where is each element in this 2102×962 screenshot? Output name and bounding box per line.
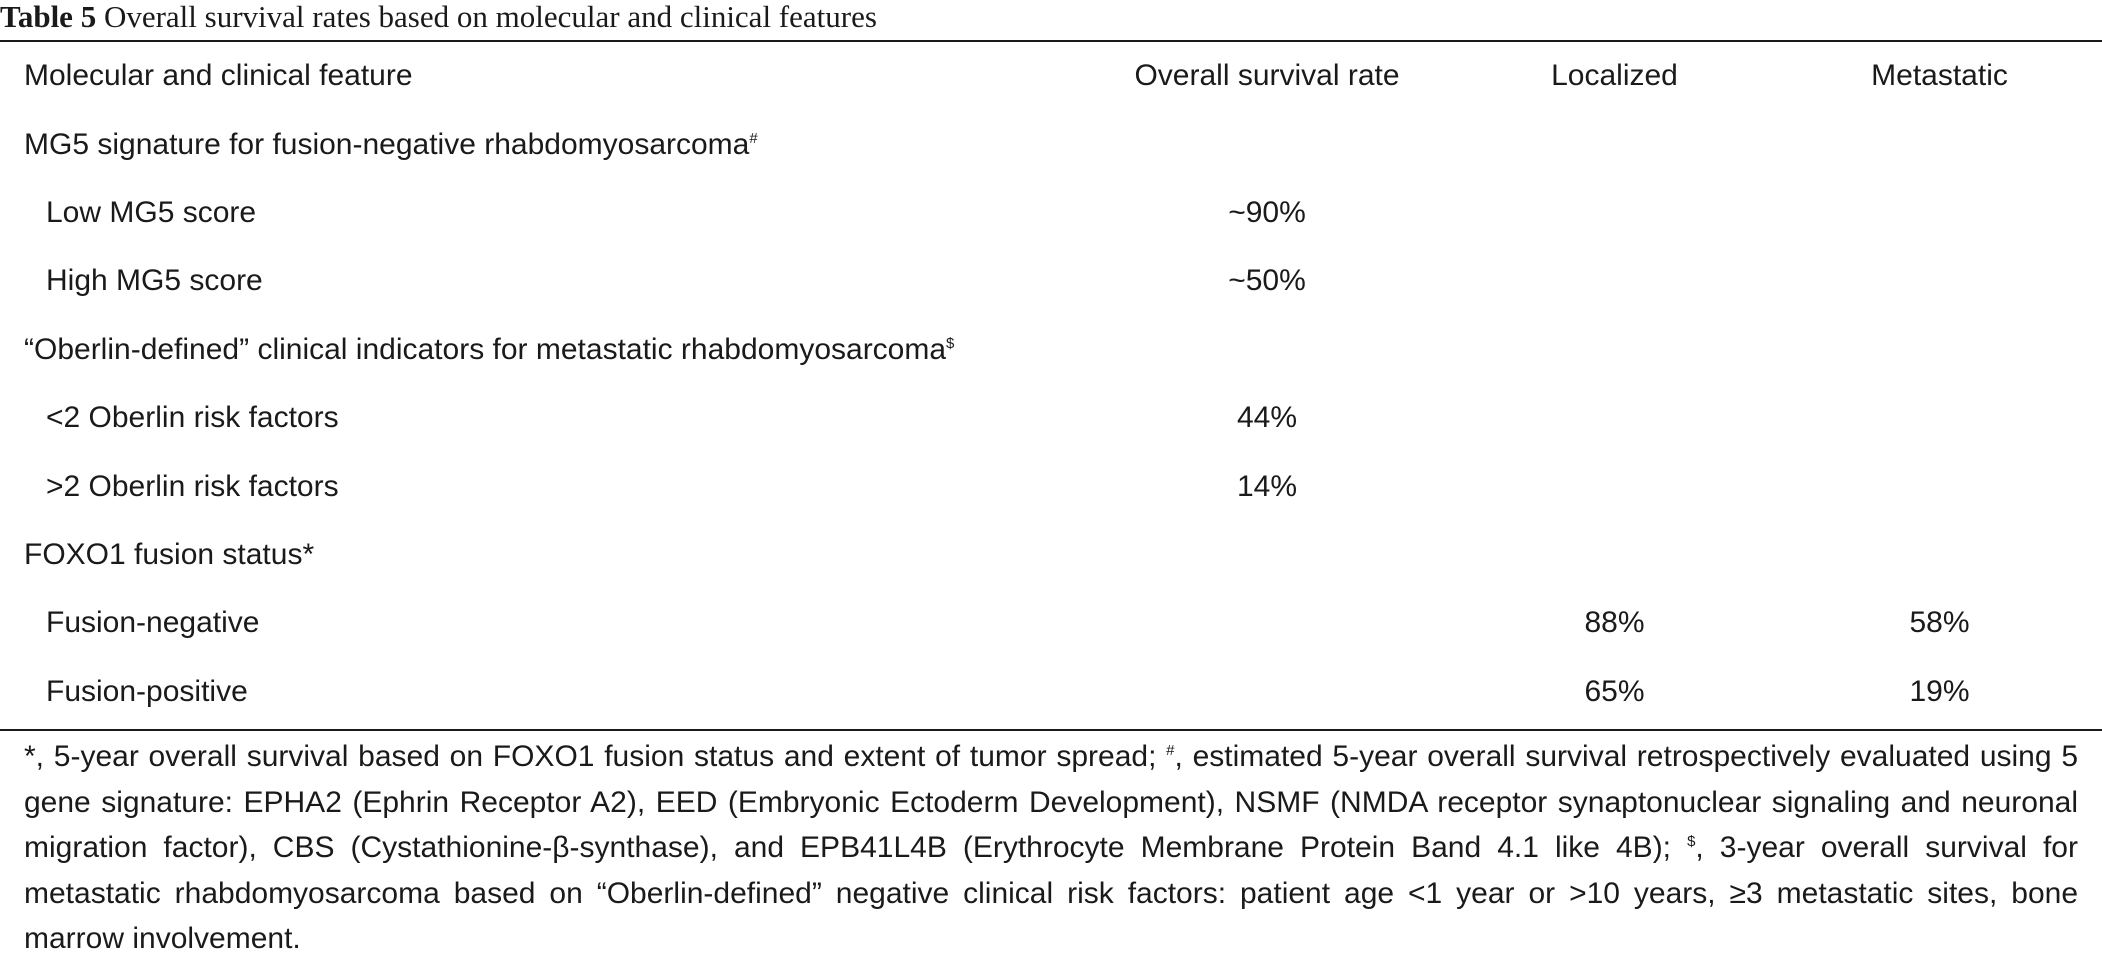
header-metastatic: Metastatic	[1871, 59, 2008, 93]
row-localized	[1452, 521, 1777, 589]
row-localized: 65%	[1584, 674, 1645, 708]
row-localized	[1452, 316, 1777, 384]
row-metastatic	[1777, 521, 2102, 589]
row-overall: 44%	[1236, 401, 1298, 435]
row-feature	[0, 316, 1082, 384]
row-feature	[0, 452, 1082, 520]
row-feature	[0, 179, 1082, 247]
row-localized: 88%	[1584, 606, 1645, 640]
row-overall	[1082, 110, 1452, 178]
row-feature	[0, 247, 1082, 315]
row-feature	[0, 110, 1082, 178]
row-overall	[1082, 521, 1452, 589]
row-feature-text: >2 Oberlin risk factors	[46, 469, 339, 503]
footnote-sup-dollar: $	[1687, 833, 1696, 850]
row-feature	[0, 384, 1082, 452]
row-overall: ~50%	[1228, 264, 1306, 298]
row-metastatic	[1777, 452, 2102, 520]
row-overall	[1082, 316, 1452, 384]
row-localized	[1452, 384, 1777, 452]
row-feature-text: Low MG5 score	[46, 195, 257, 229]
row-metastatic: 19%	[1909, 674, 1970, 708]
row-feature	[0, 658, 1082, 726]
row-metastatic	[1777, 247, 2102, 315]
row-localized	[1452, 247, 1777, 315]
row-metastatic	[1777, 179, 2102, 247]
table-caption-label: Table 5	[0, 0, 97, 34]
footnote-part-1: *, 5-year overall survival based on FOXO1 fusion status and extent of tumor spread;	[24, 740, 1167, 773]
table-header-row	[0, 42, 2102, 110]
row-overall: ~90%	[1228, 195, 1306, 229]
row-metastatic	[1777, 110, 2102, 178]
footnote-sup-hash: #	[1166, 742, 1175, 759]
row-localized	[1452, 110, 1777, 178]
row-metastatic	[1777, 384, 2102, 452]
row-feature-text: Fusion-positive	[46, 674, 248, 708]
header-overall: Overall survival rate	[1134, 59, 1400, 93]
row-feature-text: “Oberlin-defined” clinical indicators for metastatic rhabdomyosarcoma	[24, 332, 947, 366]
row-feature-text: Fusion-negative	[46, 606, 260, 640]
table-row	[0, 658, 2102, 726]
row-feature-text: <2 Oberlin risk factors	[46, 401, 339, 435]
table-row	[0, 452, 2102, 520]
row-feature	[0, 521, 1082, 589]
table-row	[0, 521, 2102, 589]
table-caption-text: Overall survival rates based on molecular and clinical features	[103, 0, 877, 34]
row-overall	[1082, 589, 1452, 657]
row-feature-text: MG5 signature for fusion-negative rhabdomyosarcoma	[24, 127, 750, 161]
row-localized	[1452, 452, 1777, 520]
footnote-part-2: , estimated 5-year overall survival retrospectively evaluated using 5 gene signature: EPHA2 (Ephrin Receptor A2), EED (Embryonic Ectoderm Development), NSMF (NMDA receptor synaptonuclear signaling and neuronal migration factor), CBS (Cystathionine-β-synthase), and EPB41L4B (Erythrocyte Membrane Protein Band 4.1 like 4B);	[24, 740, 2078, 864]
row-feature-sup: #	[749, 129, 758, 147]
row-feature-text: High MG5 score	[46, 264, 263, 298]
row-localized	[1452, 179, 1777, 247]
table-row	[0, 247, 2102, 315]
row-feature-sup: $	[946, 334, 955, 352]
header-localized: Localized	[1551, 59, 1678, 93]
bottom-rule	[0, 729, 2102, 731]
row-metastatic: 58%	[1909, 606, 1970, 640]
footnote-part-3: , 3-year overall survival for metastatic rhabdomyosarcoma based on “Oberlin-defined” negative clinical risk factors: patient age <1 year or >10 years, ≥3 metastatic sites, bone marrow involvement.	[24, 831, 2078, 955]
table-row	[0, 589, 2102, 657]
table-row	[0, 179, 2102, 247]
row-metastatic	[1777, 316, 2102, 384]
table-row	[0, 316, 2102, 384]
row-feature	[0, 589, 1082, 657]
survival-table	[0, 42, 2102, 726]
row-overall	[1082, 658, 1452, 726]
table-footnote	[24, 734, 2078, 962]
table-row	[0, 110, 2102, 178]
table-caption	[0, 0, 2102, 40]
row-feature-text: FOXO1 fusion status*	[24, 537, 315, 571]
row-overall: 14%	[1236, 469, 1298, 503]
table-row	[0, 384, 2102, 452]
header-feature: Molecular and clinical feature	[24, 59, 413, 93]
